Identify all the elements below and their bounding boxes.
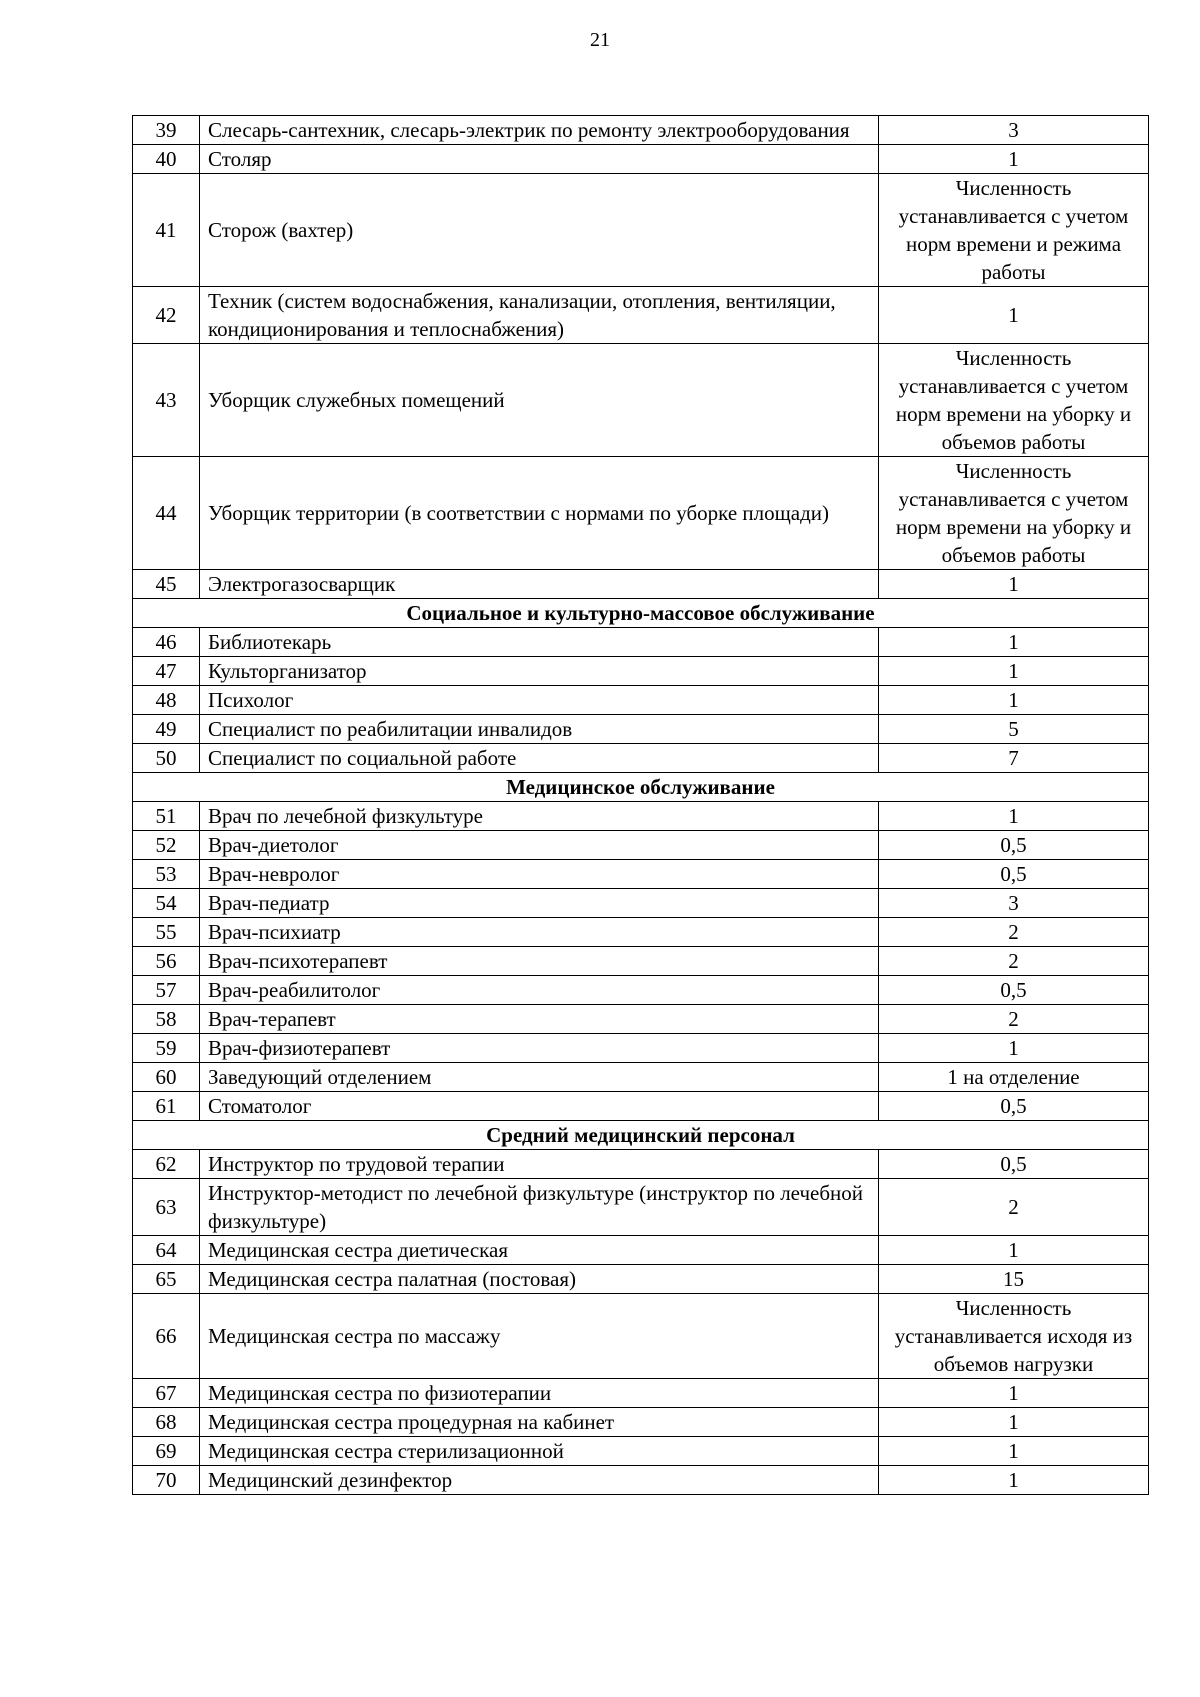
table-row <box>133 1265 1149 1294</box>
table-row <box>133 860 1149 889</box>
row-number: 41 <box>133 174 200 287</box>
row-number: 63 <box>133 1179 200 1236</box>
row-number: 65 <box>133 1265 200 1294</box>
staff-quantity: 7 <box>879 744 1149 773</box>
table-row <box>133 1063 1149 1092</box>
staff-quantity: 0,5 <box>879 1092 1149 1121</box>
section-header-row <box>133 773 1149 802</box>
row-number: 68 <box>133 1408 200 1437</box>
staff-quantity: Численность устанавливается с учетом норм времени на уборку и объемов работы <box>879 344 1149 457</box>
staff-quantity: 1 <box>879 1466 1149 1495</box>
position-name: Специалист по социальной работе <box>200 744 879 773</box>
staff-quantity: 2 <box>879 1179 1149 1236</box>
staff-quantity: 2 <box>879 918 1149 947</box>
table-row <box>133 457 1149 570</box>
staff-quantity: Численность устанавливается исходя из объемов нагрузки <box>879 1294 1149 1379</box>
staff-quantity: 1 <box>879 1437 1149 1466</box>
table-row <box>133 287 1149 344</box>
table-row <box>133 657 1149 686</box>
staff-quantity: 2 <box>879 947 1149 976</box>
table-row <box>133 1150 1149 1179</box>
position-name: Врач-терапевт <box>200 1005 879 1034</box>
row-number: 48 <box>133 686 200 715</box>
staff-quantity: 1 <box>879 628 1149 657</box>
position-name: Медицинская сестра стерилизационной <box>200 1437 879 1466</box>
row-number: 66 <box>133 1294 200 1379</box>
position-name: Медицинский дезинфектор <box>200 1466 879 1495</box>
table-row <box>133 831 1149 860</box>
staff-quantity: 1 <box>879 570 1149 599</box>
table-row <box>133 116 1149 145</box>
section-title: Медицинское обслуживание <box>133 773 1149 802</box>
table-row <box>133 1236 1149 1265</box>
position-name: Медицинская сестра по массажу <box>200 1294 879 1379</box>
position-name: Врач-педиатр <box>200 889 879 918</box>
table-row <box>133 145 1149 174</box>
row-number: 51 <box>133 802 200 831</box>
table-row <box>133 1179 1149 1236</box>
row-number: 46 <box>133 628 200 657</box>
row-number: 42 <box>133 287 200 344</box>
row-number: 61 <box>133 1092 200 1121</box>
position-name: Инструктор по трудовой терапии <box>200 1150 879 1179</box>
position-name: Слесарь-сантехник, слесарь-электрик по ремонту электрооборудования <box>200 116 879 145</box>
table-row <box>133 1466 1149 1495</box>
table-row <box>133 947 1149 976</box>
position-name: Врач-невролог <box>200 860 879 889</box>
table-row <box>133 889 1149 918</box>
table-row <box>133 344 1149 457</box>
staff-quantity: 15 <box>879 1265 1149 1294</box>
position-name: Врач-реабилитолог <box>200 976 879 1005</box>
table-row <box>133 1408 1149 1437</box>
table-row <box>133 686 1149 715</box>
row-number: 40 <box>133 145 200 174</box>
position-name: Электрогазосварщик <box>200 570 879 599</box>
section-header-row <box>133 599 1149 628</box>
position-name: Психолог <box>200 686 879 715</box>
staff-quantity: 1 <box>879 1034 1149 1063</box>
staff-quantity: 1 <box>879 657 1149 686</box>
position-name: Уборщик служебных помещений <box>200 344 879 457</box>
table-row <box>133 628 1149 657</box>
position-name: Специалист по реабилитации инвалидов <box>200 715 879 744</box>
staff-quantity: 0,5 <box>879 860 1149 889</box>
table-row <box>133 715 1149 744</box>
row-number: 58 <box>133 1005 200 1034</box>
position-name: Врач-психотерапевт <box>200 947 879 976</box>
row-number: 56 <box>133 947 200 976</box>
row-number: 55 <box>133 918 200 947</box>
row-number: 54 <box>133 889 200 918</box>
staff-quantity: 3 <box>879 889 1149 918</box>
row-number: 70 <box>133 1466 200 1495</box>
position-name: Врач-физиотерапевт <box>200 1034 879 1063</box>
row-number: 47 <box>133 657 200 686</box>
staff-quantity: 1 <box>879 287 1149 344</box>
staff-quantity: Численность устанавливается с учетом норм времени и режима работы <box>879 174 1149 287</box>
staff-quantity: Численность устанавливается с учетом норм времени на уборку и объемов работы <box>879 457 1149 570</box>
staffing-table-body <box>133 116 1149 1495</box>
staff-quantity: 1 <box>879 686 1149 715</box>
position-name: Медицинская сестра по физиотерапии <box>200 1379 879 1408</box>
section-header-row <box>133 1121 1149 1150</box>
position-name: Культорганизатор <box>200 657 879 686</box>
table-row <box>133 976 1149 1005</box>
position-name: Инструктор-методист по лечебной физкультуре (инструктор по лечебной физкультуре) <box>200 1179 879 1236</box>
table-row <box>133 918 1149 947</box>
staff-quantity: 2 <box>879 1005 1149 1034</box>
position-name: Врач-диетолог <box>200 831 879 860</box>
position-name: Библиотекарь <box>200 628 879 657</box>
staff-quantity: 1 <box>879 1408 1149 1437</box>
table-row <box>133 802 1149 831</box>
table-row <box>133 1294 1149 1379</box>
row-number: 49 <box>133 715 200 744</box>
staff-quantity: 0,5 <box>879 1150 1149 1179</box>
row-number: 60 <box>133 1063 200 1092</box>
staff-quantity: 1 <box>879 1236 1149 1265</box>
position-name: Медицинская сестра процедурная на кабинет <box>200 1408 879 1437</box>
row-number: 39 <box>133 116 200 145</box>
staff-quantity: 1 <box>879 802 1149 831</box>
staff-quantity: 1 <box>879 1379 1149 1408</box>
table-row <box>133 1379 1149 1408</box>
position-name: Стоматолог <box>200 1092 879 1121</box>
row-number: 43 <box>133 344 200 457</box>
section-title: Средний медицинский персонал <box>133 1121 1149 1150</box>
row-number: 64 <box>133 1236 200 1265</box>
position-name: Уборщик территории (в соответствии с нормами по уборке площади) <box>200 457 879 570</box>
row-number: 69 <box>133 1437 200 1466</box>
row-number: 50 <box>133 744 200 773</box>
staff-quantity: 3 <box>879 116 1149 145</box>
row-number: 57 <box>133 976 200 1005</box>
staffing-table <box>132 115 1149 1495</box>
position-name: Столяр <box>200 145 879 174</box>
staff-quantity: 1 <box>879 145 1149 174</box>
table-row <box>133 174 1149 287</box>
page-number: 21 <box>590 29 610 51</box>
row-number: 44 <box>133 457 200 570</box>
row-number: 59 <box>133 1034 200 1063</box>
staff-quantity: 5 <box>879 715 1149 744</box>
staff-quantity: 0,5 <box>879 831 1149 860</box>
table-row <box>133 1437 1149 1466</box>
row-number: 62 <box>133 1150 200 1179</box>
row-number: 52 <box>133 831 200 860</box>
table-row <box>133 1092 1149 1121</box>
position-name: Сторож (вахтер) <box>200 174 879 287</box>
position-name: Заведующий отделением <box>200 1063 879 1092</box>
staff-quantity: 1 на отделение <box>879 1063 1149 1092</box>
position-name: Медицинская сестра диетическая <box>200 1236 879 1265</box>
table-row <box>133 570 1149 599</box>
position-name: Врач по лечебной физкультуре <box>200 802 879 831</box>
table-row <box>133 1005 1149 1034</box>
section-title: Социальное и культурно-массовое обслуживание <box>133 599 1149 628</box>
row-number: 45 <box>133 570 200 599</box>
position-name: Техник (систем водоснабжения, канализации, отопления, вентиляции, кондиционирования и теплоснабжения) <box>200 287 879 344</box>
table-row <box>133 1034 1149 1063</box>
row-number: 67 <box>133 1379 200 1408</box>
row-number: 53 <box>133 860 200 889</box>
staff-quantity: 0,5 <box>879 976 1149 1005</box>
table-row <box>133 744 1149 773</box>
position-name: Медицинская сестра палатная (постовая) <box>200 1265 879 1294</box>
position-name: Врач-психиатр <box>200 918 879 947</box>
